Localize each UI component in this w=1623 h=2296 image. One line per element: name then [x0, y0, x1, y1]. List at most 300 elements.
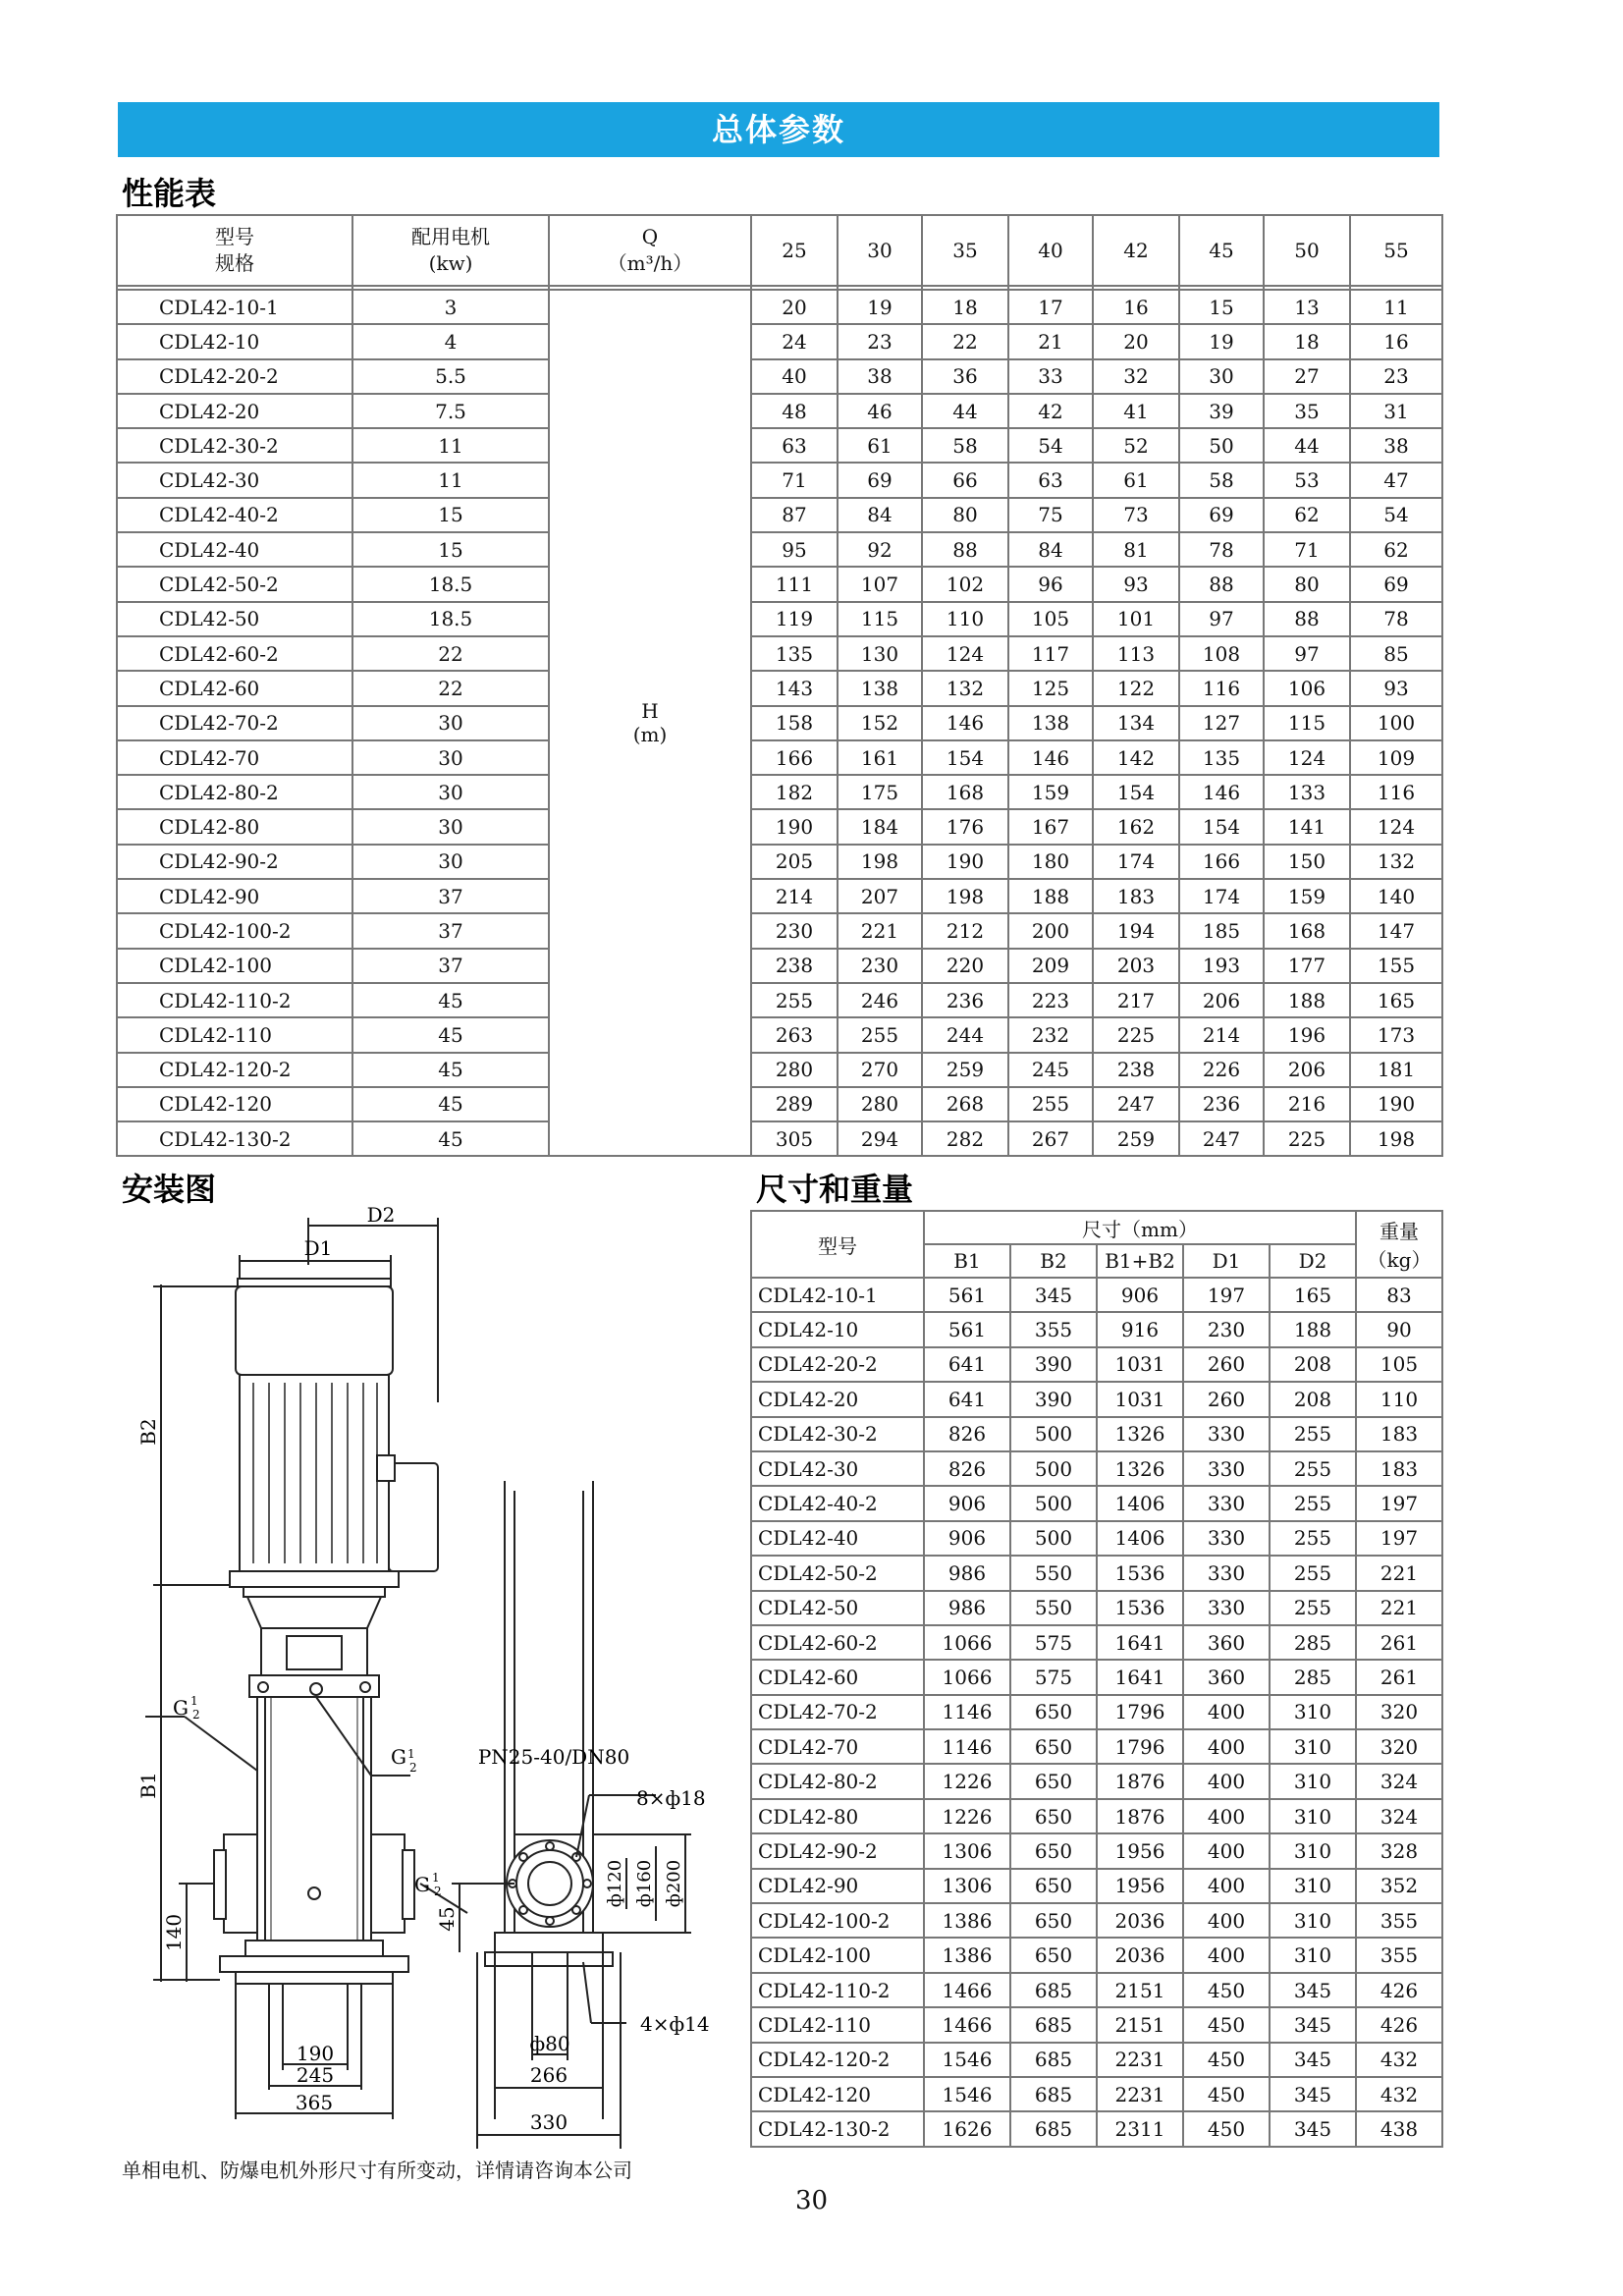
dims-value-cell: 255 [1270, 1451, 1356, 1486]
dims-value-cell: 328 [1356, 1833, 1442, 1868]
perf-head-value-cell: 100 [1350, 706, 1442, 740]
dims-value-cell: 986 [924, 1556, 1010, 1590]
perf-motor-cell: 15 [352, 498, 549, 532]
perf-header-flow-value: 25 [751, 215, 838, 286]
dims-value-cell: 1796 [1097, 1729, 1183, 1764]
table-row [117, 913, 1442, 948]
perf-head-value-cell: 13 [1264, 290, 1350, 324]
dims-value-cell: 1326 [1097, 1417, 1183, 1451]
perf-head-value-cell: 119 [751, 602, 838, 636]
table-row [751, 1938, 1442, 1972]
perf-motor-cell: 37 [352, 879, 549, 913]
perf-head-value-cell: 30 [1179, 359, 1264, 394]
perf-head-value-cell: 183 [1093, 879, 1179, 913]
dims-value-cell: 345 [1270, 2007, 1356, 2042]
dims-value-cell: 183 [1356, 1417, 1442, 1451]
label-330: 330 [529, 2110, 568, 2134]
perf-head-value-cell: 198 [1350, 1121, 1442, 1156]
dims-value-cell: 355 [1010, 1312, 1097, 1346]
perf-head-value-cell: 97 [1264, 636, 1350, 671]
dims-model-cell: CDL42-50 [751, 1591, 924, 1625]
perf-head-value-cell: 138 [838, 671, 922, 705]
perf-head-value-cell: 54 [1350, 498, 1442, 532]
perf-head-value-cell: 190 [751, 809, 838, 844]
table-row [751, 1486, 1442, 1520]
label-g-left: G [173, 1696, 189, 1720]
perf-head-value-cell: 92 [838, 532, 922, 567]
dims-value-cell: 221 [1356, 1591, 1442, 1625]
perf-head-value-cell: 87 [751, 498, 838, 532]
perf-head-value-cell: 132 [922, 671, 1008, 705]
perf-motor-cell: 45 [352, 1053, 549, 1087]
dims-value-cell: 345 [1010, 1278, 1097, 1312]
dims-model-cell: CDL42-20-2 [751, 1347, 924, 1382]
table-row [117, 1121, 1442, 1156]
perf-model-cell: CDL42-60 [117, 671, 352, 705]
performance-table [116, 214, 1443, 1157]
table-row [117, 671, 1442, 705]
dims-value-cell: 1876 [1097, 1799, 1183, 1833]
perf-head-value-cell: 31 [1350, 394, 1442, 428]
table-row [751, 1556, 1442, 1590]
label-g-center-frac-num: 1 [407, 1747, 415, 1761]
dims-model-cell: CDL42-110-2 [751, 1973, 924, 2007]
perf-head-value-cell: 84 [838, 498, 922, 532]
perf-head-value-cell: 255 [751, 983, 838, 1017]
perf-head-value-cell: 155 [1350, 949, 1442, 983]
perf-head-label-cell-line-1: H [641, 699, 659, 724]
perf-head-value-cell: 268 [922, 1087, 1008, 1121]
dims-value-cell: 432 [1356, 2043, 1442, 2077]
perf-head-value-cell: 289 [751, 1087, 838, 1121]
table-row [751, 1521, 1442, 1556]
perf-head-value-cell: 106 [1264, 671, 1350, 705]
dims-value-cell: 330 [1183, 1556, 1270, 1590]
perf-motor-cell: 30 [352, 740, 549, 775]
perf-head-value-cell: 142 [1093, 740, 1179, 775]
perf-head-value-cell: 147 [1350, 913, 1442, 948]
perf-head-value-cell: 80 [1264, 567, 1350, 601]
dims-value-cell: 310 [1270, 1729, 1356, 1764]
label-245: 245 [296, 2063, 335, 2087]
perf-head-value-cell: 53 [1264, 463, 1350, 497]
dims-value-cell: 1536 [1097, 1591, 1183, 1625]
perf-model-cell: CDL42-10 [117, 324, 352, 358]
dims-header-col: B1 [924, 1244, 1010, 1278]
dims-value-cell: 1641 [1097, 1660, 1183, 1694]
perf-head-value-cell: 159 [1264, 879, 1350, 913]
dims-value-cell: 285 [1270, 1660, 1356, 1694]
table-row [751, 1903, 1442, 1938]
dims-value-cell: 2151 [1097, 2007, 1183, 2042]
dims-value-cell: 345 [1270, 2111, 1356, 2146]
dims-value-cell: 906 [924, 1521, 1010, 1556]
table-row [117, 809, 1442, 844]
perf-head-value-cell: 175 [838, 775, 922, 809]
perf-header-flow [549, 215, 751, 286]
dims-value-cell: 197 [1183, 1278, 1270, 1312]
dims-model-cell: CDL42-30-2 [751, 1417, 924, 1451]
perf-head-value-cell: 246 [838, 983, 922, 1017]
dims-value-cell: 320 [1356, 1695, 1442, 1729]
perf-head-value-cell: 88 [1179, 567, 1264, 601]
perf-head-value-cell: 220 [922, 949, 1008, 983]
perf-head-value-cell: 255 [1008, 1087, 1093, 1121]
perf-head-value-cell: 236 [1179, 1087, 1264, 1121]
table-row [751, 1591, 1442, 1625]
dims-value-cell: 400 [1183, 1695, 1270, 1729]
perf-head-value-cell: 93 [1093, 567, 1179, 601]
perf-head-value-cell: 238 [751, 949, 838, 983]
dims-value-cell: 986 [924, 1591, 1010, 1625]
label-140: 140 [162, 1913, 186, 1952]
dims-value-cell: 355 [1356, 1938, 1442, 1972]
perf-head-value-cell: 84 [1008, 532, 1093, 567]
perf-motor-cell: 3 [352, 290, 549, 324]
table-row [751, 2043, 1442, 2077]
dims-value-cell: 352 [1356, 1869, 1442, 1903]
dims-value-cell: 324 [1356, 1799, 1442, 1833]
perf-head-value-cell: 146 [922, 706, 1008, 740]
perf-head-value-cell: 282 [922, 1121, 1008, 1156]
perf-model-cell: CDL42-90-2 [117, 845, 352, 879]
dims-value-cell: 355 [1356, 1903, 1442, 1938]
dims-value-cell: 261 [1356, 1625, 1442, 1660]
dims-value-cell: 390 [1010, 1382, 1097, 1416]
table-row [117, 1087, 1442, 1121]
dims-value-cell: 650 [1010, 1695, 1097, 1729]
perf-motor-cell: 45 [352, 1121, 549, 1156]
installation-drawing [126, 1206, 734, 2149]
dims-value-cell: 310 [1270, 1833, 1356, 1868]
perf-head-value-cell: 62 [1264, 498, 1350, 532]
dims-value-cell: 1066 [924, 1660, 1010, 1694]
perf-head-value-cell: 259 [1093, 1121, 1179, 1156]
perf-head-value-cell: 247 [1093, 1087, 1179, 1121]
perf-head-value-cell: 206 [1179, 983, 1264, 1017]
perf-head-value-cell: 48 [751, 394, 838, 428]
table-row [751, 1417, 1442, 1451]
perf-model-cell: CDL42-110 [117, 1017, 352, 1052]
perf-head-value-cell: 190 [1350, 1087, 1442, 1121]
dims-value-cell: 1466 [924, 2007, 1010, 2042]
perf-head-value-cell: 19 [838, 290, 922, 324]
label-bolt-top: 8×ф18 [636, 1786, 706, 1810]
dims-model-cell: CDL42-10-1 [751, 1278, 924, 1312]
dims-value-cell: 500 [1010, 1451, 1097, 1486]
perf-head-value-cell: 63 [1008, 463, 1093, 497]
perf-head-value-cell: 18 [1264, 324, 1350, 358]
dims-value-cell: 2231 [1097, 2043, 1183, 2077]
dims-value-cell: 650 [1010, 1903, 1097, 1938]
dims-model-cell: CDL42-100-2 [751, 1903, 924, 1938]
perf-head-value-cell: 88 [1264, 602, 1350, 636]
dims-value-cell: 1066 [924, 1625, 1010, 1660]
perf-head-value-cell: 16 [1093, 290, 1179, 324]
dims-value-cell: 360 [1183, 1625, 1270, 1660]
dims-value-cell: 400 [1183, 1903, 1270, 1938]
dims-value-cell: 255 [1270, 1556, 1356, 1590]
perf-head-value-cell: 135 [751, 636, 838, 671]
dims-value-cell: 500 [1010, 1521, 1097, 1556]
perf-head-value-cell: 205 [751, 845, 838, 879]
perf-motor-cell: 15 [352, 532, 549, 567]
dims-value-cell: 1146 [924, 1695, 1010, 1729]
dims-value-cell: 310 [1270, 1903, 1356, 1938]
dims-model-cell: CDL42-50-2 [751, 1556, 924, 1590]
perf-head-value-cell: 46 [838, 394, 922, 428]
perf-head-value-cell: 166 [1179, 845, 1264, 879]
perf-head-value-cell: 88 [922, 532, 1008, 567]
dims-value-cell: 426 [1356, 2007, 1442, 2042]
table-row [117, 324, 1442, 358]
dims-value-cell: 183 [1356, 1451, 1442, 1486]
dims-value-cell: 330 [1183, 1591, 1270, 1625]
perf-model-cell: CDL42-50-2 [117, 567, 352, 601]
table-row [117, 1053, 1442, 1087]
perf-head-value-cell: 63 [751, 428, 838, 463]
table-row [117, 463, 1442, 497]
label-pn: PN25-40/DN80 [477, 1745, 630, 1769]
perf-head-value-cell: 207 [838, 879, 922, 913]
dims-model-cell: CDL42-60 [751, 1660, 924, 1694]
perf-head-value-cell: 152 [838, 706, 922, 740]
perf-head-value-cell: 209 [1008, 949, 1093, 983]
dims-model-cell: CDL42-20 [751, 1382, 924, 1416]
dims-value-cell: 906 [924, 1486, 1010, 1520]
table-row [751, 1764, 1442, 1798]
dims-model-cell: CDL42-80 [751, 1799, 924, 1833]
perf-head-value-cell: 259 [922, 1053, 1008, 1087]
perf-head-value-cell: 124 [1350, 809, 1442, 844]
dims-value-cell: 310 [1270, 1799, 1356, 1833]
dims-value-cell: 906 [1097, 1278, 1183, 1312]
perf-head-value-cell: 22 [922, 324, 1008, 358]
dims-value-cell: 450 [1183, 2043, 1270, 2077]
perf-model-cell: CDL42-60-2 [117, 636, 352, 671]
dims-value-cell: 221 [1356, 1556, 1442, 1590]
dims-value-cell: 650 [1010, 1833, 1097, 1868]
dims-value-cell: 1031 [1097, 1347, 1183, 1382]
perf-head-value-cell: 167 [1008, 809, 1093, 844]
dims-model-cell: CDL42-90-2 [751, 1833, 924, 1868]
perf-head-value-cell: 58 [1179, 463, 1264, 497]
dims-value-cell: 650 [1010, 1799, 1097, 1833]
dims-value-cell: 255 [1270, 1591, 1356, 1625]
perf-head-value-cell: 78 [1179, 532, 1264, 567]
perf-model-cell: CDL42-70 [117, 740, 352, 775]
dims-value-cell: 685 [1010, 2007, 1097, 2042]
table-row [751, 2111, 1442, 2146]
dims-value-cell: 310 [1270, 1938, 1356, 1972]
dims-value-cell: 345 [1270, 1973, 1356, 2007]
perf-head-value-cell: 244 [922, 1017, 1008, 1052]
dims-header-row-1 [751, 1211, 1442, 1244]
perf-motor-cell: 45 [352, 1087, 549, 1121]
perf-header-flow-value: 30 [838, 215, 922, 286]
dims-value-cell: 450 [1183, 1973, 1270, 2007]
perf-head-value-cell: 280 [838, 1087, 922, 1121]
dims-value-cell: 1386 [924, 1903, 1010, 1938]
table-row [751, 1278, 1442, 1312]
perf-head-value-cell: 146 [1179, 775, 1264, 809]
perf-motor-cell: 4 [352, 324, 549, 358]
dims-value-cell: 1641 [1097, 1625, 1183, 1660]
perf-head-value-cell: 165 [1350, 983, 1442, 1017]
label-g-left-frac-num: 1 [190, 1694, 198, 1708]
perf-head-value-cell: 190 [922, 845, 1008, 879]
perf-head-value-cell: 206 [1264, 1053, 1350, 1087]
dims-value-cell: 2231 [1097, 2077, 1183, 2111]
perf-head-value-cell: 38 [838, 359, 922, 394]
dims-value-cell: 255 [1270, 1417, 1356, 1451]
dims-value-cell: 261 [1356, 1660, 1442, 1694]
dims-value-cell: 197 [1356, 1486, 1442, 1520]
label-g-side-frac-num: 1 [432, 1871, 440, 1885]
dims-value-cell: 260 [1183, 1347, 1270, 1382]
label-g-side: G [414, 1873, 430, 1896]
perf-header-motor-line-1: 配用电机 [411, 225, 490, 248]
perf-head-value-cell: 245 [1008, 1053, 1093, 1087]
dims-value-cell: 1956 [1097, 1833, 1183, 1868]
perf-header-flow-line-1: Q [641, 225, 659, 248]
perf-head-value-cell: 19 [1179, 324, 1264, 358]
perf-header-motor [352, 215, 549, 286]
dims-value-cell: 1546 [924, 2043, 1010, 2077]
perf-head-value-cell: 96 [1008, 567, 1093, 601]
dims-value-cell: 432 [1356, 2077, 1442, 2111]
table-row [117, 740, 1442, 775]
perf-head-value-cell: 95 [751, 532, 838, 567]
perf-model-cell: CDL42-110-2 [117, 983, 352, 1017]
perf-head-value-cell: 113 [1093, 636, 1179, 671]
dims-value-cell: 1226 [924, 1764, 1010, 1798]
dims-model-cell: CDL42-40-2 [751, 1486, 924, 1520]
label-266: 266 [529, 2063, 568, 2087]
dims-value-cell: 1326 [1097, 1451, 1183, 1486]
perf-head-value-cell: 47 [1350, 463, 1442, 497]
section-banner: 总体参数 [118, 102, 1439, 157]
dims-value-cell: 641 [924, 1347, 1010, 1382]
perf-head-value-cell: 52 [1093, 428, 1179, 463]
perf-head-value-cell: 184 [838, 809, 922, 844]
perf-head-value-cell: 108 [1179, 636, 1264, 671]
perf-head-value-cell: 230 [838, 949, 922, 983]
dims-value-cell: 1876 [1097, 1764, 1183, 1798]
dims-value-cell: 1626 [924, 2111, 1010, 2146]
label-g-left-frac-den: 2 [192, 1708, 200, 1722]
perf-model-cell: CDL42-70-2 [117, 706, 352, 740]
perf-header-flow-value: 40 [1008, 215, 1093, 286]
dims-model-cell: CDL42-120-2 [751, 2043, 924, 2077]
dims-value-cell: 641 [924, 1382, 1010, 1416]
table-row [751, 1799, 1442, 1833]
dims-value-cell: 83 [1356, 1278, 1442, 1312]
perf-head-value-cell: 255 [838, 1017, 922, 1052]
dims-value-cell: 1406 [1097, 1521, 1183, 1556]
perf-header-model-line-2: 规格 [215, 251, 254, 275]
perf-head-value-cell: 134 [1093, 706, 1179, 740]
dimensions-table [750, 1210, 1443, 2148]
perf-head-value-cell: 102 [922, 567, 1008, 601]
dims-value-cell: 1796 [1097, 1695, 1183, 1729]
table-row [117, 498, 1442, 532]
dims-value-cell: 390 [1010, 1347, 1097, 1382]
perf-head-value-cell: 267 [1008, 1121, 1093, 1156]
perf-head-value-cell: 168 [922, 775, 1008, 809]
table-row [751, 2007, 1442, 2042]
perf-head-value-cell: 166 [751, 740, 838, 775]
dims-header-col: B2 [1010, 1244, 1097, 1278]
perf-header-flow-value: 45 [1179, 215, 1264, 286]
dims-value-cell: 255 [1270, 1521, 1356, 1556]
dims-value-cell: 400 [1183, 1869, 1270, 1903]
dims-value-cell: 310 [1270, 1869, 1356, 1903]
perf-header-flow-value: 42 [1093, 215, 1179, 286]
label-g-side-frac-den: 2 [434, 1885, 442, 1898]
perf-model-cell: CDL42-20-2 [117, 359, 352, 394]
table-row [117, 949, 1442, 983]
perf-head-value-cell: 105 [1008, 602, 1093, 636]
dims-value-cell: 1306 [924, 1833, 1010, 1868]
perf-head-value-cell: 247 [1179, 1121, 1264, 1156]
dims-value-cell: 450 [1183, 2111, 1270, 2146]
label-d2: D2 [366, 1206, 396, 1227]
dims-model-cell: CDL42-90 [751, 1869, 924, 1903]
perf-head-value-cell: 58 [922, 428, 1008, 463]
perf-model-cell: CDL42-50 [117, 602, 352, 636]
dims-model-cell: CDL42-80-2 [751, 1764, 924, 1798]
perf-head-value-cell: 182 [751, 775, 838, 809]
dims-value-cell: 826 [924, 1417, 1010, 1451]
page-number: 30 [794, 2186, 829, 2215]
perf-head-value-cell: 225 [1264, 1121, 1350, 1156]
dims-value-cell: 550 [1010, 1591, 1097, 1625]
table-row [751, 1660, 1442, 1694]
dims-value-cell: 400 [1183, 1833, 1270, 1868]
perf-motor-cell: 11 [352, 463, 549, 497]
dims-value-cell: 345 [1270, 2043, 1356, 2077]
perf-head-value-cell: 127 [1179, 706, 1264, 740]
perf-head-value-cell: 294 [838, 1121, 922, 1156]
dims-value-cell: 400 [1183, 1799, 1270, 1833]
perf-head-value-cell: 50 [1179, 428, 1264, 463]
perf-model-cell: CDL42-120-2 [117, 1053, 352, 1087]
perf-head-label-cell [549, 290, 751, 1156]
dims-model-cell: CDL42-40 [751, 1521, 924, 1556]
label-phi80: ф80 [529, 2032, 570, 2055]
dims-value-cell: 1306 [924, 1869, 1010, 1903]
dims-header-weight-line-2: （kg） [1367, 1248, 1432, 1272]
dims-value-cell: 450 [1183, 2007, 1270, 2042]
perf-head-value-cell: 194 [1093, 913, 1179, 948]
perf-model-cell: CDL42-20 [117, 394, 352, 428]
dims-value-cell: 165 [1270, 1278, 1356, 1312]
perf-model-cell: CDL42-130-2 [117, 1121, 352, 1156]
table-row [751, 2077, 1442, 2111]
table-row [751, 1729, 1442, 1764]
perf-head-value-cell: 124 [922, 636, 1008, 671]
table-row [117, 636, 1442, 671]
perf-head-value-cell: 138 [1008, 706, 1093, 740]
perf-head-value-cell: 61 [838, 428, 922, 463]
perf-header-flow-value: 50 [1264, 215, 1350, 286]
footnote: 单相电机、防爆电机外形尺寸有所变动，详情请咨询本公司 [122, 2159, 632, 2182]
label-d1: D1 [303, 1236, 333, 1260]
perf-head-value-cell: 230 [751, 913, 838, 948]
perf-motor-cell: 45 [352, 1017, 549, 1052]
dims-header-weight [1356, 1211, 1442, 1278]
